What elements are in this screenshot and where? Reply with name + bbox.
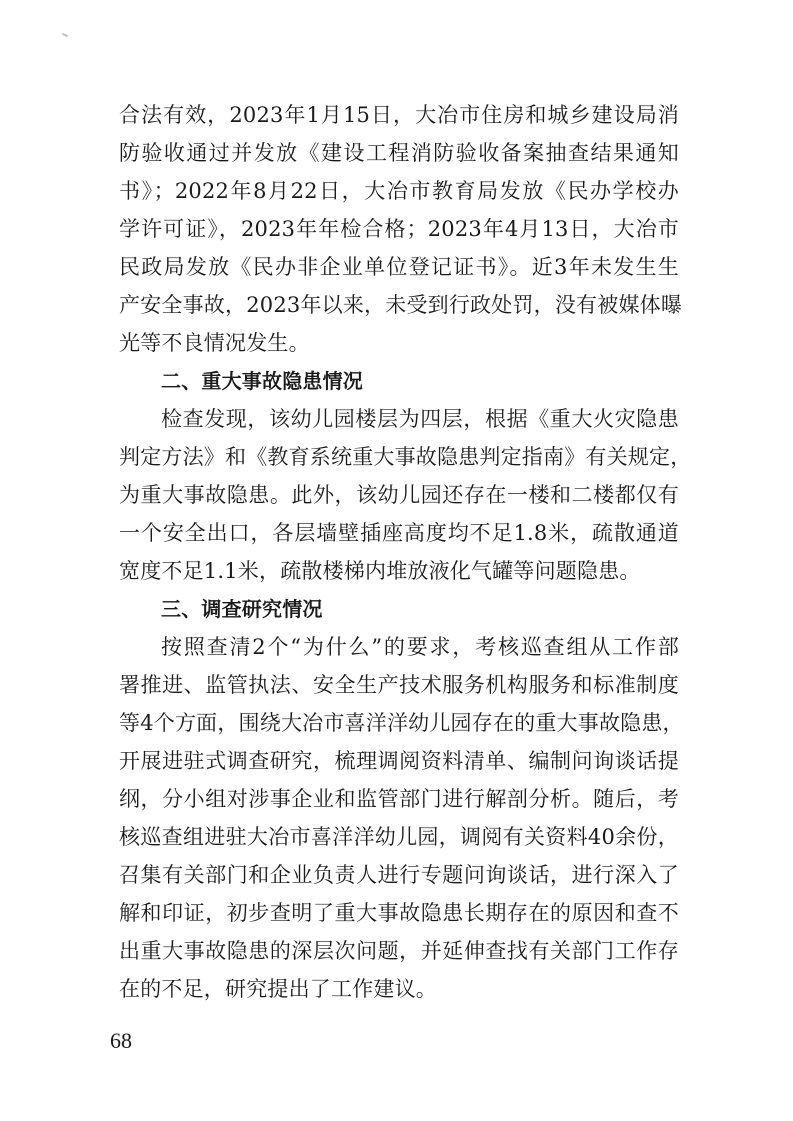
paragraph-line: 学许可证》，2023年年检合格；2023年4月13日，大冶市 <box>119 217 679 241</box>
page-number: 68 <box>110 1028 132 1053</box>
paragraph-line: 按照查清2个“为什么”的要求，考核巡查组从工作部 <box>161 635 679 659</box>
section-heading-investigation: 三、调查研究情况 <box>161 597 323 621</box>
paragraph-line: 防验收通过并发放《建设工程消防验收备案抽查结果通知 <box>119 141 679 165</box>
paragraph-line: 检查发现，该幼儿园楼层为四层，根据《重大火灾隐患 <box>161 407 679 431</box>
scan-speck <box>62 33 68 37</box>
paragraph-line: 宽度不足1.1米，疏散楼梯内堆放液化气罐等问题隐患。 <box>119 559 641 583</box>
paragraph-line: 判定方法》和《教育系统重大事故隐患判定指南》有关规定， <box>119 445 692 469</box>
paragraph-line: 为重大事故隐患。此外，该幼儿园还存在一楼和二楼都仅有 <box>119 483 679 507</box>
paragraph-line: 开展进驻式调查研究，梳理调阅资料清单、编制问询谈话提 <box>119 749 679 773</box>
paragraph-line: 产安全事故，2023年以来，未受到行政处罚，没有被媒体曝 <box>119 293 683 317</box>
paragraph-line: 纲，分小组对涉事企业和监管部门进行解剖分析。随后，考 <box>119 787 679 811</box>
paragraph-line: 光等不良情况发生。 <box>119 331 310 355</box>
paragraph-line: 等4个方面，围绕大冶市喜洋洋幼儿园存在的重大事故隐患， <box>119 711 684 735</box>
paragraph-line: 核巡查组进驻大冶市喜洋洋幼儿园，调阅有关资料40余份， <box>119 825 679 849</box>
paragraph-line: 合法有效，2023年1月15日，大冶市住房和城乡建设局消 <box>119 103 679 127</box>
paragraph-line: 一个安全出口，各层墙壁插座高度均不足1.8米，疏散通道 <box>119 521 679 545</box>
section-heading-major-hazards: 二、重大事故隐患情况 <box>161 369 363 393</box>
body-text <box>119 96 692 1008</box>
paragraph-line: 召集有关部门和企业负责人进行专题问询谈话，进行深入了 <box>119 863 679 887</box>
paragraph-line: 在的不足，研究提出了工作建议。 <box>119 977 437 1001</box>
paragraph-line: 署推进、监管执法、安全生产技术服务机构服务和标准制度 <box>119 673 679 697</box>
paragraph-line: 出重大事故隐患的深层次问题，并延伸查找有关部门工作存 <box>119 939 679 963</box>
paragraph-line: 书》；2022年8月22日，大冶市教育局发放《民办学校办 <box>119 179 679 203</box>
paragraph-line: 民政局发放《民办非企业单位登记证书》。近3年未发生生 <box>119 255 679 279</box>
paragraph-line: 解和印证，初步查明了重大事故隐患长期存在的原因和查不 <box>119 901 679 925</box>
